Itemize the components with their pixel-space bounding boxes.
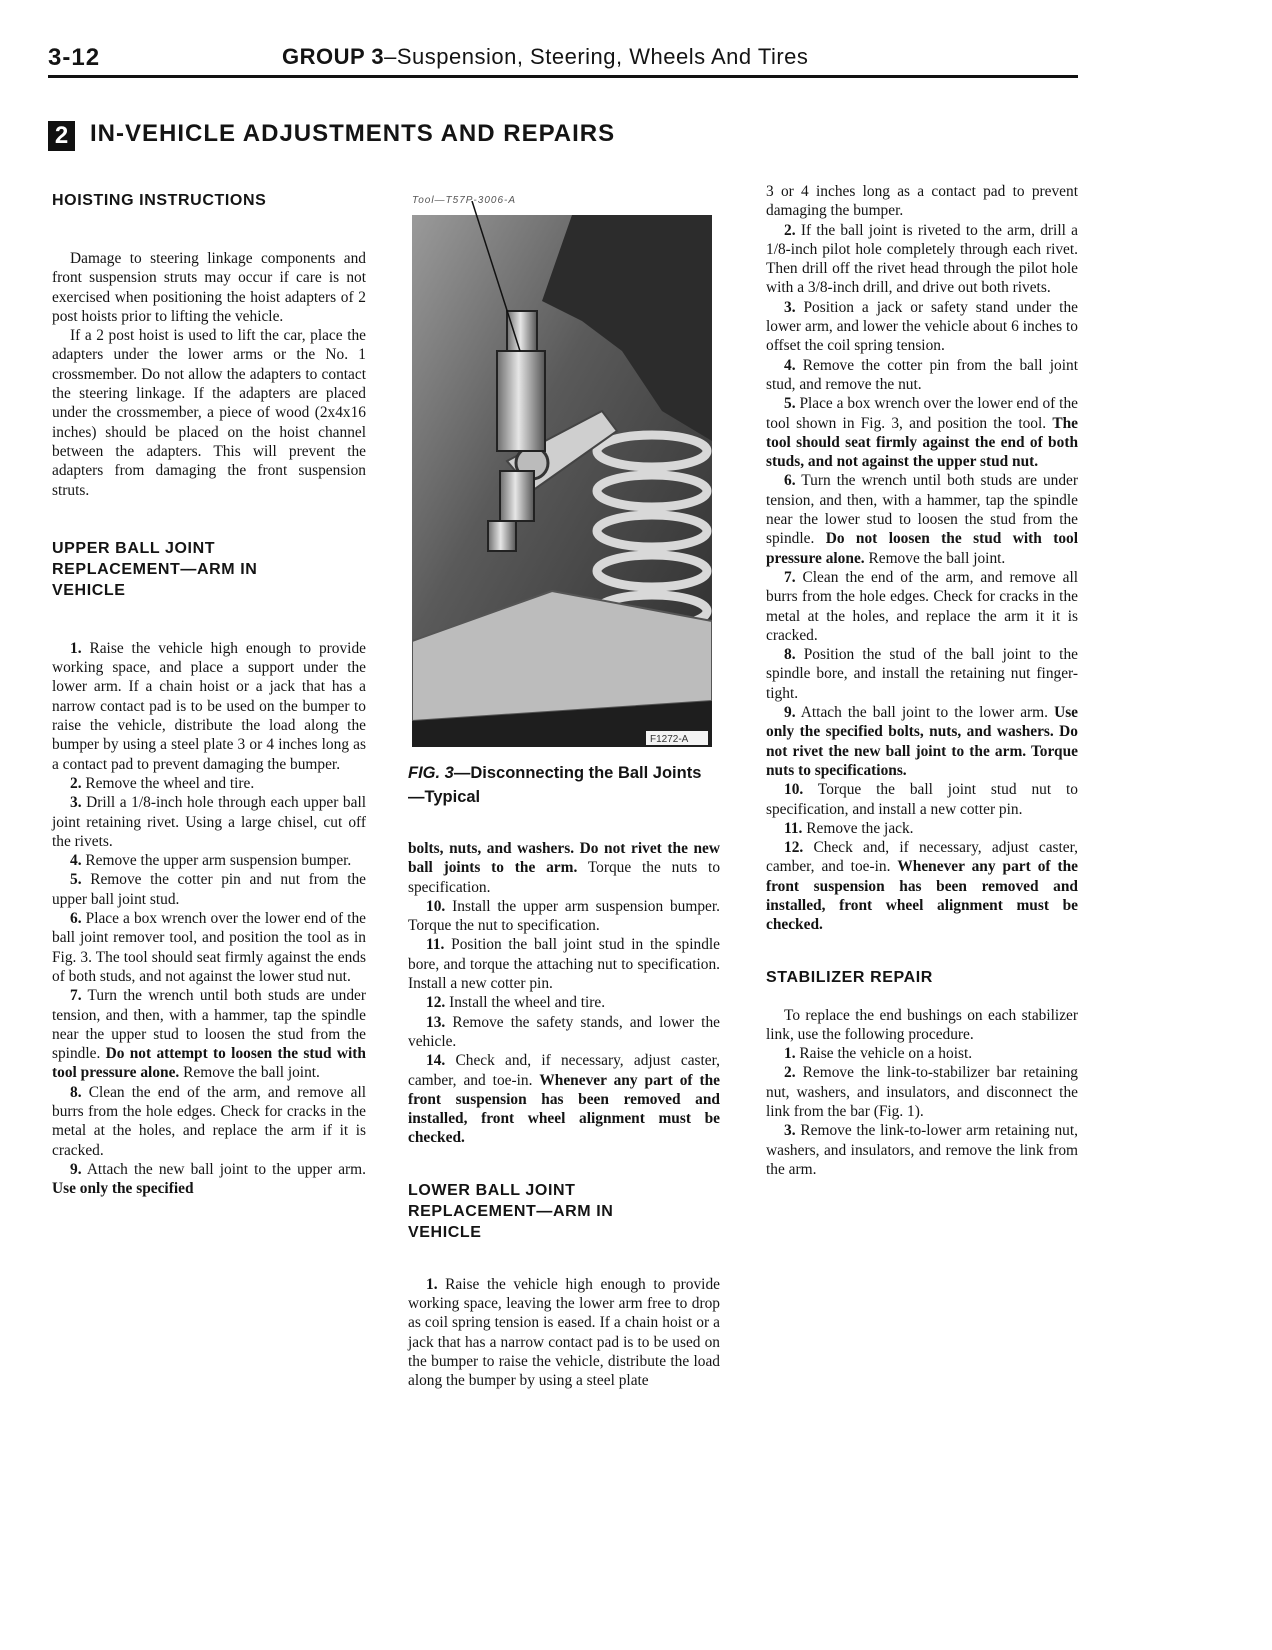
lower-step-1 xyxy=(408,1275,720,1391)
column-left xyxy=(52,190,366,1198)
step-text: Remove the wheel and tire. xyxy=(85,774,255,792)
lower-step-7 xyxy=(766,568,1078,645)
step-number: 12. xyxy=(426,994,446,1012)
step-text: Remove the link-to-lower arm retaining nut, washers, and insulators, and remove the link from the arm. xyxy=(766,1122,1078,1178)
step-text: Remove the cotter pin and nut from the upper ball joint stud. xyxy=(52,871,366,908)
step-10 xyxy=(408,897,720,936)
step-text: Install the upper arm suspension bumper. Torque the nut to specification. xyxy=(408,897,720,935)
lower-step-10 xyxy=(766,780,1078,819)
step-number: 14. xyxy=(426,1052,446,1070)
step-text: Position a jack or safety stand under the lower arm, and lower the vehicle about 6 inches to offset the coil spring tension. xyxy=(766,298,1078,355)
step-8 xyxy=(52,1083,366,1160)
step-warning: Do not attempt to loosen the stud with tool pressure alone. xyxy=(52,1045,366,1082)
step-number: 6. xyxy=(70,910,82,928)
step-number: 3. xyxy=(70,794,82,812)
step-number: 2. xyxy=(784,1064,796,1082)
step-text: Check and, if necessary, adjust caster, camber, and toe-in. xyxy=(408,1052,720,1089)
step-6 xyxy=(52,909,366,986)
step-warning: Whenever any part of the front suspension has been removed and installed, front wheel alignment must be checked. xyxy=(766,858,1078,934)
upper-heading-line-3: VEHICLE xyxy=(52,581,126,599)
step-11 xyxy=(408,935,720,993)
step-number: 11. xyxy=(426,936,445,954)
page-number: 3-12 xyxy=(48,44,101,71)
group-subtitle: –Suspension, Steering, Wheels And Tires xyxy=(384,44,809,69)
tool-lower-nut xyxy=(500,471,534,521)
step-number: 9. xyxy=(70,1160,82,1178)
figure-caption-label: FIG. 3 xyxy=(408,764,454,782)
step-text: Install the wheel and tire. xyxy=(449,994,606,1012)
step-text: Drill a 1/8-inch hole through each upper ball joint retaining rivet. Using a large chisel, cut off the rivets. xyxy=(52,794,366,850)
step-warning: Use only the specified xyxy=(52,1180,194,1198)
ball-joint-photo xyxy=(412,201,712,747)
upper-heading-line-2: REPLACEMENT—ARM IN xyxy=(52,560,258,578)
step-number: 10. xyxy=(426,897,446,915)
running-header xyxy=(282,44,808,70)
step-number: 9. xyxy=(784,704,796,722)
step-4 xyxy=(52,851,366,870)
step-number: 7. xyxy=(70,987,82,1005)
lower-step-4 xyxy=(766,356,1078,395)
section-title: IN-VEHICLE ADJUSTMENTS AND REPAIRS xyxy=(90,120,616,147)
step-number: 12. xyxy=(784,839,804,857)
step-number: 10. xyxy=(784,781,804,799)
step-text-tail: Remove the ball joint. xyxy=(868,549,1006,567)
lower-ball-joint-heading xyxy=(408,1180,720,1243)
lower-step-6 xyxy=(766,471,1078,567)
step-text-tail: Remove the ball joint. xyxy=(183,1064,320,1082)
step-number: 7. xyxy=(784,568,796,586)
figure-caption xyxy=(408,761,720,809)
step-text: Attach the ball joint to the lower arm. xyxy=(800,704,1048,722)
lower-heading-line-1: LOWER BALL JOINT xyxy=(408,1181,576,1199)
lower-step-12 xyxy=(766,838,1078,934)
group-label: GROUP 3 xyxy=(282,44,385,69)
step-number: 13. xyxy=(426,1013,446,1031)
step-warning: Use only the specified bolts, nuts, and washers. Do not rivet the new ball joint to the arm. Torque nuts to specifications. xyxy=(766,704,1079,779)
hoisting-heading: HOISTING INSTRUCTIONS xyxy=(52,192,267,209)
step-number: 5. xyxy=(784,395,796,413)
step-warning: Whenever any part of the front suspension has been removed and installed, front wheel alignment must be checked. xyxy=(408,1071,720,1147)
step-text: Position the stud of the ball joint to the spindle bore, and install the retaining nut finger-tight. xyxy=(766,646,1078,702)
step-number: 3. xyxy=(784,298,796,316)
figure-3 xyxy=(412,195,712,747)
hoisting-paragraph-1: Damage to steering linkage components and front suspension struts may occur if care is not exercised when positioning the hoist adapters of 2 post hoists prior to lifting the vehicle. xyxy=(52,250,366,325)
step-12 xyxy=(408,993,720,1012)
lower-step-11 xyxy=(766,819,1078,838)
lower-step-5 xyxy=(766,394,1078,471)
stabilizer-intro: To replace the end bushings on each stabilizer link, use the following procedure. xyxy=(766,1006,1078,1043)
hoisting-paragraph-2: If a 2 post hoist is used to lift the car, place the adapters under the lower arms or the No. 1 crossmember. Do not allow the adapters to contact the steering linkage. If the adapters are placed under the crossmember, a piece of wood (2x4x16 inches) should be placed on the hoist channel between the adapters. This will prevent the adapters from damaging the front suspension struts. xyxy=(52,327,366,499)
column-middle xyxy=(408,195,720,1391)
step-14 xyxy=(408,1051,720,1147)
column-right xyxy=(766,182,1078,1179)
lower-step-9 xyxy=(766,703,1078,780)
step-text: Remove the cotter pin from the ball joint stud, and remove the nut. xyxy=(766,356,1078,393)
step-text: Position the ball joint stud in the spindle bore, and torque the attaching nut to specification. Install a new cotter pin. xyxy=(408,936,720,993)
step-5 xyxy=(52,870,366,909)
step-warning: Do not loosen the stud with tool pressure alone. xyxy=(766,530,1078,567)
step-2 xyxy=(52,774,366,793)
stabilizer-heading: STABILIZER REPAIR xyxy=(766,968,933,986)
tool-stud xyxy=(488,521,516,551)
step-number: 2. xyxy=(70,774,82,792)
tool-callout-label: Tool—T57P-3006-A xyxy=(412,195,517,206)
step-text: Clean the end of the arm, and remove all burrs from the hole edges. Check for cracks in the metal at the holes, and replace the arm if it is cracked. xyxy=(52,1083,366,1159)
lower-step-2 xyxy=(766,221,1078,298)
upper-ball-joint-heading xyxy=(52,538,366,601)
continued-step-9 xyxy=(408,839,720,897)
step-number: 8. xyxy=(70,1083,82,1101)
step-text: Torque the ball joint stud nut to specification, and install a new cotter pin. xyxy=(766,781,1078,818)
lower-heading-line-2: REPLACEMENT—ARM IN xyxy=(408,1202,614,1220)
stabilizer-step-1 xyxy=(766,1044,1078,1063)
lower-step-3 xyxy=(766,298,1078,356)
step-9 xyxy=(52,1160,366,1199)
step-number: 11. xyxy=(784,819,803,837)
step-number: 4. xyxy=(70,852,82,870)
section-badge: 2 xyxy=(48,121,75,151)
step-text: Raise the vehicle high enough to provide working space, and place a support under the lower arm. If a chain hoist or a jack that has a narrow contact pad is to be used on the bumper to raise the vehicle, distribute the load along the bumper by using a steel plate 3 or 4 inches long as a contact pad to prevent damaging the bumper. xyxy=(52,639,366,773)
step-number: 8. xyxy=(784,646,796,664)
step-3 xyxy=(52,793,366,851)
step-warning: bolts, nuts, and washers. Do not rivet the new ball joints to the arm. xyxy=(408,840,720,877)
step-text: Remove the upper arm suspension bumper. xyxy=(85,852,352,870)
tool-upper-nut xyxy=(507,311,537,351)
continued-lower-step-1: 3 or 4 inches long as a contact pad to prevent damaging the bumper. xyxy=(766,183,1078,220)
step-text: Check and, if necessary, adjust caster, camber, and toe-in. xyxy=(766,839,1078,876)
step-number: 2. xyxy=(784,221,796,239)
lower-heading-line-3: VEHICLE xyxy=(408,1223,482,1241)
upper-heading-line-1: UPPER BALL JOINT xyxy=(52,539,216,557)
header-rule xyxy=(48,75,1078,78)
tool-body xyxy=(497,351,545,451)
step-text: Place a box wrench over the lower end of the tool shown in Fig. 3, and position the tool. xyxy=(766,395,1078,432)
step-number: 1. xyxy=(784,1045,796,1063)
step-text: Attach the new ball joint to the upper arm. xyxy=(86,1160,367,1178)
step-text: Turn the wrench until both studs are under tension, and then, with a hammer, tap the spindle near the lower stud to loosen the stud from the spindle. xyxy=(766,472,1078,548)
stabilizer-step-3 xyxy=(766,1121,1078,1179)
step-text: Clean the end of the arm, and remove all burrs from the hole edges. Check for cracks in the metal at the holes, and replace the arm it it is cracked. xyxy=(766,568,1078,644)
step-text: Remove the link-to-stabilizer bar retaining nut, washers, and insulators, and disconnect the link from the bar (Fig. 1). xyxy=(766,1064,1078,1121)
step-text: Torque the nuts to specification. xyxy=(408,859,721,896)
step-number: 1. xyxy=(426,1275,438,1293)
step-number: 4. xyxy=(784,356,796,374)
step-text: Remove the safety stands, and lower the vehicle. xyxy=(408,1013,720,1050)
stabilizer-step-2 xyxy=(766,1063,1078,1121)
figure-code: F1272-A xyxy=(650,734,689,745)
step-text: Raise the vehicle on a hoist. xyxy=(799,1045,973,1063)
step-13 xyxy=(408,1013,720,1052)
step-text: If the ball joint is riveted to the arm, drill a 1/8-inch pilot hole completely through each rivet. Then drill off the rivet head through the pilot hole with a 3/8-inch drill, and drive out both rivets. xyxy=(766,221,1078,297)
step-warning: The tool should seat firmly against the end of both studs, and not against the upper stud nut. xyxy=(766,414,1078,471)
step-number: 6. xyxy=(784,472,796,490)
step-text: Place a box wrench over the lower end of the ball joint remover tool, and position the tool as in Fig. 3. The tool should seat firmly against the ends of both studs, and not against the lower stud nut. xyxy=(52,910,366,985)
step-text: Turn the wrench until both studs are under tension, and then, with a hammer, tap the spindle near the upper stud to loosen the stud from the spindle. xyxy=(52,987,366,1063)
step-number: 1. xyxy=(70,639,82,657)
step-number: 5. xyxy=(70,871,82,889)
step-number: 3. xyxy=(784,1122,796,1140)
lower-step-8 xyxy=(766,645,1078,703)
step-text: Remove the jack. xyxy=(806,819,914,837)
figure-caption-text: —Disconnecting the Ball Joints —Typical xyxy=(408,764,702,806)
step-1 xyxy=(52,639,366,774)
step-7 xyxy=(52,986,366,1082)
step-text: Raise the vehicle high enough to provide working space, leaving the lower arm free to drop as coil spring tension is eased. If a chain hoist or a jack that has a narrow contact pad is to be used on the bumper to raise the vehicle, distribute the load along the bumper by using a steel plate xyxy=(408,1275,720,1390)
